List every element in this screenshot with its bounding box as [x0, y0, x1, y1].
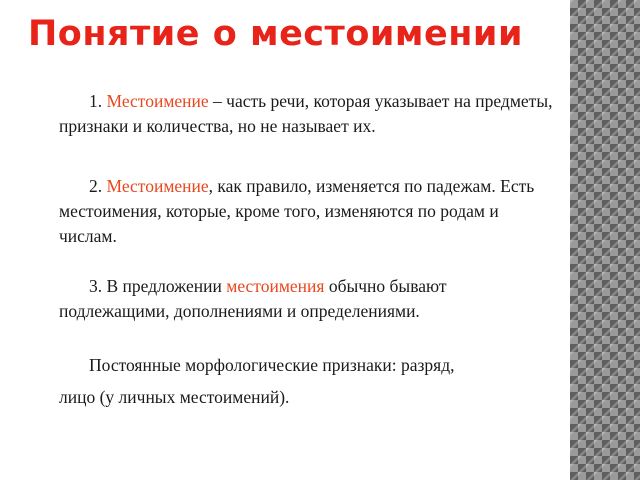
- slide-title: Понятие о местоимении: [28, 14, 523, 54]
- point-1-term: Местоимение: [106, 91, 209, 111]
- point-3-number: 3.: [89, 276, 103, 296]
- point-1-text: – часть речи, которая указывает на предметы, признаки и количества, но не называет их.: [59, 91, 553, 136]
- point-2-text: , как правило, изменяется по падежам. Есть местоимения, которые, кроме того, изменяются по родам и числам.: [59, 176, 535, 246]
- point-1: [59, 89, 559, 139]
- morphology-note-line-2: лицо (у личных местоимений).: [59, 387, 290, 407]
- point-2: [59, 174, 559, 249]
- point-3-text: обычно бывают подлежащими, дополнениями и определениями.: [59, 276, 447, 321]
- point-2-term: Местоимение: [106, 176, 209, 196]
- decorative-checkered-stripe: [570, 0, 640, 480]
- point-2-number: 2.: [89, 176, 103, 196]
- morphology-note-line-1: Постоянные морфологические признаки: разряд,: [89, 355, 455, 375]
- point-3: [59, 274, 559, 324]
- point-3-before: В предложении: [106, 276, 222, 296]
- point-3-term: местоимения: [226, 276, 325, 296]
- morphology-note: [59, 349, 559, 413]
- point-1-number: 1.: [89, 91, 103, 111]
